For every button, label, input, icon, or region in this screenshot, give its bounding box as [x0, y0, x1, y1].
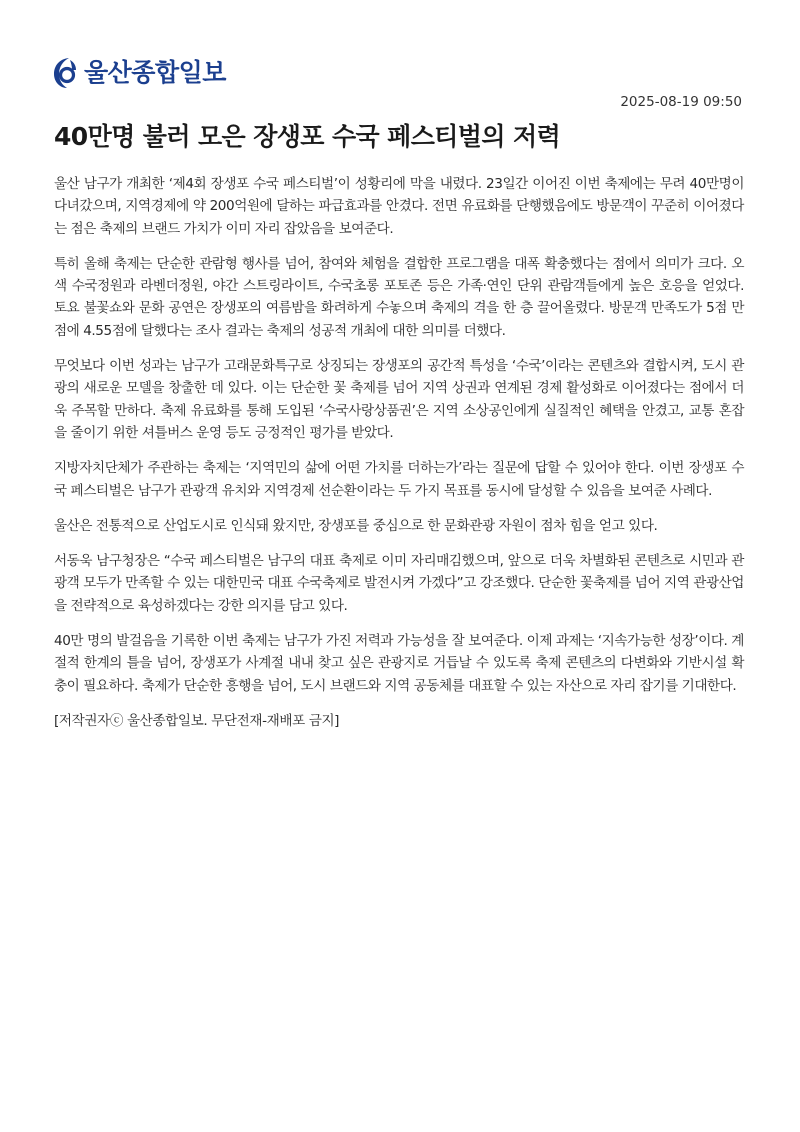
article-paragraph: 울산은 전통적으로 산업도시로 인식돼 왔지만, 장생포를 중심으로 한 문화관광 자원이 점차 힘을 얻고 있다. [54, 517, 658, 534]
newspaper-logo-icon [52, 56, 78, 90]
publish-date: 2025-08-19 09:50 [620, 94, 742, 110]
article-paragraph: 특히 올해 축제는 단순한 관람형 행사를 넘어, 참여와 체험을 결합한 프로그램을 대폭 확충했다는 점에서 의미가 크다. 오색 수국정원과 라벤더정원, 야간 스트링라이트, 수국초롱 포토존 등은 가족·연인 단위 관람객들에게 높은 호응을 얻었다. 토요 불꽃쇼와 문화 공연은 장생포의 여름밤을 화려하게 수놓으며 축제의 격을 한 층 끌어올렸다. 방문객 만족도가 5점 만점에 4.55점에 달했다는 조사 결과는 축제의 성공적 개최에 대한 의미를 더했다. [54, 255, 744, 339]
article-paragraph: 지방자치단체가 주관하는 축제는 ‘지역민의 삶에 어떤 가치를 더하는가’라는 질문에 답할 수 있어야 한다. 이번 장생포 수국 페스티벌은 남구가 관광객 유치와 지역경제 선순환이라는 두 가지 목표를 동시에 달성할 수 있음을 보여준 사례다. [54, 460, 744, 499]
article-body [54, 173, 744, 732]
article-paragraph: 40만 명의 발걸음을 기록한 이번 축제는 남구가 가진 저력과 가능성을 잘 보여준다. 이제 과제는 ‘지속가능한 성장’이다. 계절적 한계의 틀을 넘어, 장생포가 사계절 내내 찾고 싶은 관광지로 거듭날 수 있도록 축제 콘텐츠의 다변화와 기반시설 확충이 필요하다. 축제가 단순한 흥행을 넘어, 도시 브랜드와 지역 공동체를 대표할 수 있는 자산으로 자리 잡기를 기대한다. [54, 633, 744, 694]
site-logo[interactable] [52, 56, 226, 90]
article-paragraph: 울산 남구가 개최한 ‘제4회 장생포 수국 페스티벌’이 성황리에 막을 내렸다. 23일간 이어진 이번 축제에는 무려 40만명이 다녀갔으며, 지역경제에 약 200억원에 달하는 파급효과를 안겼다. 전면 유료화를 단행했음에도 방문객이 꾸준히 이어졌다는 점은 축제의 브랜드 가치가 이미 자리 잡았음을 보여준다. [54, 176, 744, 237]
article-paragraph: 무엇보다 이번 성과는 남구가 고래문화특구로 상징되는 장생포의 공간적 특성을 ‘수국’이라는 콘텐츠와 결합시켜, 도시 관광의 새로운 모델을 창출한 데 있다. 이는 단순한 꽃 축제를 넘어 지역 상권과 연계된 경제 활성화로 이어졌다는 점에서 더욱 주목할 만하다. 축제 유료화를 통해 도입된 ‘수국사랑상품권’은 지역 소상공인에게 실질적인 혜택을 안겼고, 교통 혼잡을 줄이기 위한 셔틀버스 운영 등도 긍정적인 평가를 받았다. [54, 358, 744, 441]
copyright-notice: [저작권자ⓒ 울산종합일보. 무단전재-재배포 금지] [54, 712, 340, 729]
logo-text: 울산종합일보 [84, 58, 226, 87]
article-title: 40만명 불러 모은 장생포 수국 페스티벌의 저력 [54, 122, 561, 151]
article-paragraph: 서동욱 남구청장은 “수국 페스티벌은 남구의 대표 축제로 이미 자리매김했으며, 앞으로 더욱 차별화된 콘텐츠로 시민과 관광객 모두가 만족할 수 있는 대한민국 대표 수국축제로 발전시켜 가겠다”고 강조했다. 단순한 꽃축제를 넘어 지역 관광산업을 전략적으로 육성하겠다는 강한 의지를 담고 있다. [54, 553, 744, 614]
